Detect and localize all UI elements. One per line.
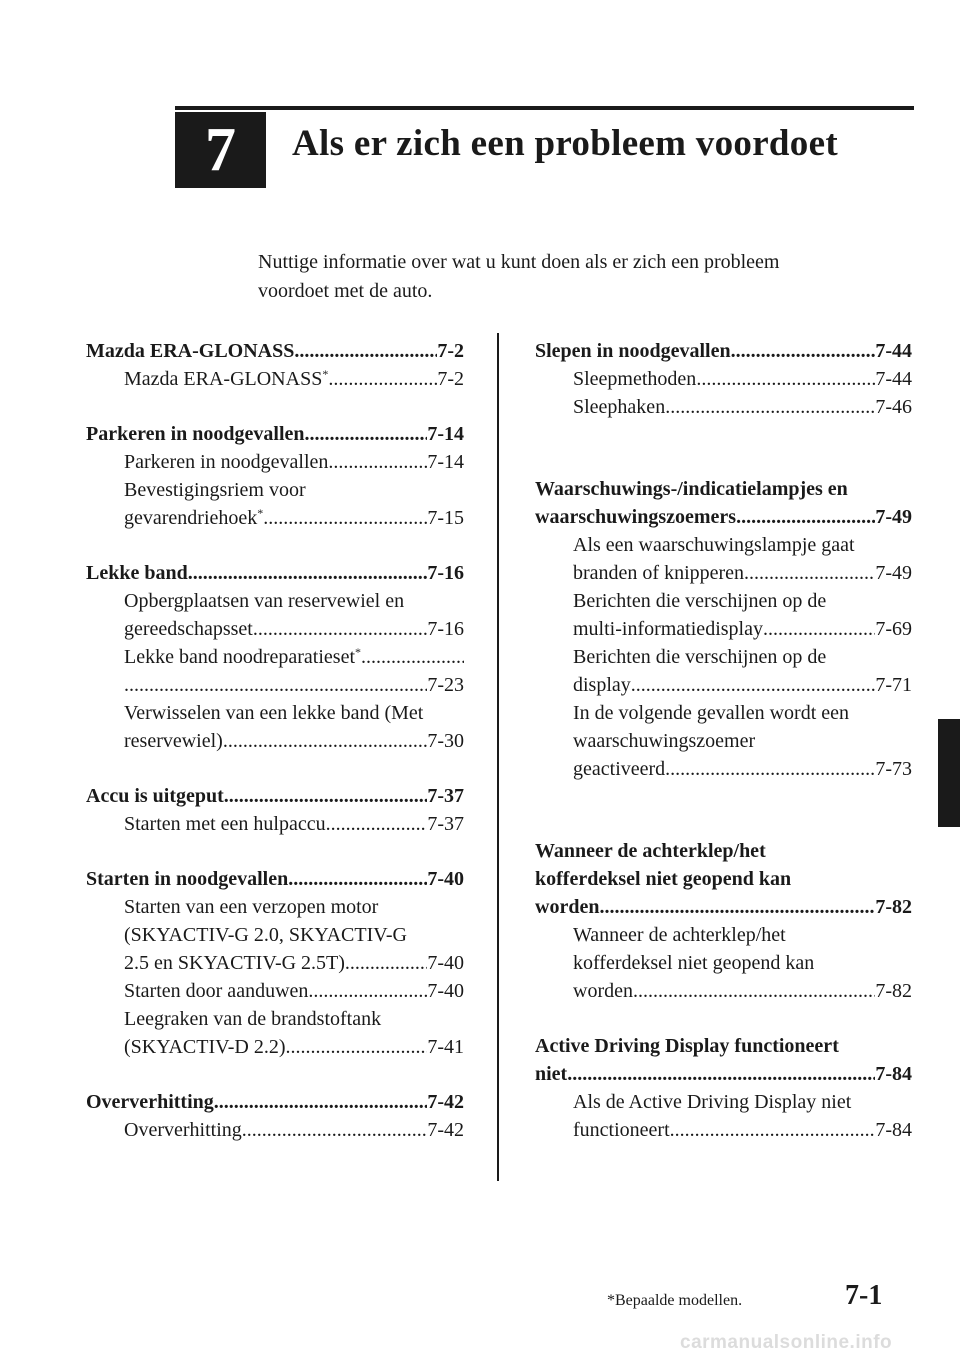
toc-entry-label: (SKYACTIV-G 2.0, SKYACTIV-G (124, 924, 407, 946)
toc-entry-label: branden of knipperen (573, 562, 745, 584)
toc-entry-line[interactable] (86, 476, 464, 504)
toc-heading[interactable] (86, 782, 464, 810)
toc-entry[interactable] (535, 671, 912, 699)
toc-entry-label: waarschuwingszoemer (573, 730, 756, 752)
toc-right-column (535, 337, 912, 1171)
toc-entry-label: Parkeren in noodgevallen (124, 451, 329, 473)
toc-page-number: 7-46 (875, 396, 912, 418)
toc-entry-label: Sleephaken (573, 396, 666, 418)
toc-entry[interactable] (535, 977, 912, 1005)
toc-entry-label: Opbergplaatsen van reservewiel en (124, 590, 405, 612)
toc-entry-label: Oververhitting (124, 1119, 242, 1141)
toc-entry-label: Verwisselen van een lekke band (Met (124, 702, 424, 724)
toc-entry[interactable] (86, 949, 464, 977)
toc-entry-label: Starten van een verzopen motor (124, 896, 379, 918)
toc-section-waarschuwing (535, 475, 912, 783)
chapter-title: Als er zich een probleem voordoet (292, 123, 838, 164)
toc-entry-line[interactable] (86, 643, 464, 671)
toc-entry[interactable] (535, 559, 912, 587)
column-divider (497, 333, 499, 1181)
toc-entry-label: Starten met een hulpaccu (124, 813, 326, 835)
toc-entry-label: Als de Active Driving Display niet (573, 1091, 852, 1113)
toc-page-number: 7-14 (427, 451, 464, 473)
toc-page-number: 7-73 (875, 758, 912, 780)
toc-heading-label: waarschuwingszoemers (535, 506, 737, 528)
toc-section-active-driving-display (535, 1032, 912, 1144)
toc-section-achterklep (535, 837, 912, 1005)
toc-entry-line[interactable] (535, 587, 912, 615)
optional-model-mark: * (355, 645, 362, 659)
toc-entry-label: reservewiel) (124, 730, 223, 752)
toc-entry[interactable] (535, 365, 912, 393)
toc-entry-line[interactable] (86, 699, 464, 727)
toc-heading[interactable] (86, 337, 464, 365)
chapter-number: 7 (205, 115, 236, 184)
toc-entry-label: Berichten die verschijnen op de (573, 646, 827, 668)
toc-heading-label: Mazda ERA-GLONASS (86, 340, 295, 362)
toc-heading[interactable] (86, 420, 464, 448)
toc-entry-label: worden (573, 980, 633, 1002)
toc-page-number: 7-23 (427, 674, 464, 696)
toc-entry[interactable] (86, 727, 464, 755)
toc-page-number: 7-30 (427, 730, 464, 752)
toc-entry-line[interactable] (535, 531, 912, 559)
toc-heading[interactable] (535, 337, 912, 365)
toc-entry-line[interactable] (535, 699, 912, 727)
chapter-number-box (175, 112, 266, 188)
toc-section-oververhitting (86, 1088, 464, 1144)
toc-entry-label: geactiveerd (573, 758, 666, 780)
toc-entry[interactable] (86, 671, 464, 699)
chapter-thumb-tab (938, 719, 960, 827)
toc-page-number: 7-42 (427, 1119, 464, 1141)
toc-heading-line[interactable] (535, 475, 912, 503)
toc-entry[interactable] (86, 1033, 464, 1061)
toc-entry-label: Lekke band noodreparatieset (124, 646, 356, 668)
watermark: carmanualsonline.info (680, 1332, 893, 1353)
toc-entry-label: functioneert (573, 1119, 670, 1141)
toc-entry[interactable] (535, 1116, 912, 1144)
toc-entry-line[interactable] (86, 893, 464, 921)
toc-entry-label: Berichten die verschijnen op de (573, 590, 827, 612)
toc-entry-label: Leegraken van de brandstoftank (124, 1008, 382, 1030)
toc-entry-line[interactable] (535, 921, 912, 949)
toc-section-parkeren (86, 420, 464, 532)
toc-page-number: 7-82 (875, 980, 912, 1002)
toc-heading-label: kofferdeksel niet geopend kan (535, 868, 792, 890)
intro-line: voordoet met de auto. (258, 280, 433, 302)
toc-entry-label: 2.5 en SKYACTIV-G 2.5T) (124, 952, 345, 974)
toc-page-number: 7-84 (875, 1063, 912, 1085)
toc-heading-label: Waarschuwings-/indicatielampjes en (535, 478, 848, 500)
toc-heading[interactable] (535, 503, 912, 531)
toc-heading-label: Lekke band (86, 562, 188, 584)
toc-page-number: 7-16 (427, 618, 464, 640)
toc-page-number: 7-42 (427, 1091, 464, 1113)
page-number: 7-1 (845, 1280, 883, 1311)
optional-model-mark: * (257, 506, 264, 520)
toc-heading-line[interactable] (535, 865, 912, 893)
chapter-top-rule (175, 106, 914, 110)
toc-page-number: 7-49 (875, 562, 912, 584)
toc-entry-line[interactable] (535, 1088, 912, 1116)
toc-entry-line[interactable] (86, 1005, 464, 1033)
toc-section-slepen (535, 337, 912, 421)
toc-entry-line[interactable] (86, 587, 464, 615)
toc-entry-label: display (573, 674, 631, 696)
footnote-models: *Bepaalde modellen. (607, 1292, 743, 1309)
toc-entry-line[interactable] (86, 921, 464, 949)
optional-model-mark: * (322, 367, 329, 381)
toc-heading-label: Oververhitting (86, 1091, 214, 1113)
toc-entry-label: gereedschapsset (124, 618, 253, 640)
toc-page-number: 7-82 (875, 896, 912, 918)
toc-entry-label: Wanneer de achterklep/het (573, 924, 786, 946)
toc-heading-label: Wanneer de achterklep/het (535, 840, 766, 862)
toc-page-number: 7-16 (427, 562, 464, 584)
toc-entry-label: multi-informatiedisplay (573, 618, 763, 640)
toc-section-accu (86, 782, 464, 838)
toc-heading-label: Starten in noodgevallen (86, 868, 289, 890)
toc-entry-label: Bevestigingsriem voor (124, 479, 306, 501)
toc-page-number: 7-69 (875, 618, 912, 640)
toc-heading[interactable] (535, 1060, 912, 1088)
toc-page-number: 7-71 (875, 674, 912, 696)
toc-entry-line[interactable] (535, 643, 912, 671)
toc-entry[interactable] (86, 365, 464, 393)
toc-entry-label: gevarendriehoek (124, 507, 258, 529)
toc-entry[interactable] (86, 504, 464, 532)
toc-entry[interactable] (86, 810, 464, 838)
toc-entry[interactable] (535, 615, 912, 643)
toc-page-number: 7-49 (875, 506, 912, 528)
toc-left-column (86, 337, 464, 1171)
chapter-intro (258, 248, 898, 306)
toc-page-number: 7-44 (875, 368, 912, 390)
toc-heading[interactable] (535, 893, 912, 921)
toc-entry-label: Mazda ERA-GLONASS (124, 368, 323, 390)
toc-entry-line[interactable] (535, 949, 912, 977)
toc-heading-line[interactable] (535, 1032, 912, 1060)
toc-entry[interactable] (86, 1116, 464, 1144)
toc-page-number: 7-40 (427, 868, 464, 890)
toc-section-era-glonass (86, 337, 464, 393)
toc-page-number: 7-15 (427, 507, 464, 529)
toc-entry-label: Sleepmethoden (573, 368, 697, 390)
toc-entry-label: Starten door aanduwen (124, 980, 309, 1002)
toc-page-number: 7-41 (427, 1036, 464, 1058)
toc-entry-line[interactable] (535, 727, 912, 755)
toc-heading[interactable] (86, 559, 464, 587)
toc-page-number: 7-2 (437, 368, 464, 390)
toc-page-number: 7-37 (427, 785, 464, 807)
toc-entry[interactable] (86, 448, 464, 476)
toc-page-number: 7-14 (427, 423, 464, 445)
toc-page-number: 7-2 (437, 340, 464, 362)
toc-page-number: 7-44 (875, 340, 912, 362)
toc-entry[interactable] (535, 393, 912, 421)
toc-entry[interactable] (535, 755, 912, 783)
toc-heading-label: Parkeren in noodgevallen (86, 423, 305, 445)
toc-section-lekke-band (86, 559, 464, 755)
toc-page-number: 7-40 (427, 980, 464, 1002)
toc-entry[interactable] (86, 615, 464, 643)
toc-heading[interactable] (86, 1088, 464, 1116)
toc-heading-label: Slepen in noodgevallen (535, 340, 731, 362)
toc-entry-label: Als een waarschuwingslampje gaat (573, 534, 855, 556)
toc-heading-line[interactable] (535, 837, 912, 865)
toc-heading-label: Accu is uitgeput (86, 785, 224, 807)
toc-page-number: 7-37 (427, 813, 464, 835)
toc-section-starten (86, 865, 464, 1061)
toc-entry-label: kofferdeksel niet geopend kan (573, 952, 815, 974)
toc-heading[interactable] (86, 865, 464, 893)
toc-heading-label: niet (535, 1063, 568, 1085)
toc-entry-label: (SKYACTIV-D 2.2) (124, 1036, 286, 1058)
toc-heading-label: worden (535, 896, 600, 918)
toc-entry[interactable] (86, 977, 464, 1005)
toc-page-number: 7-40 (427, 952, 464, 974)
intro-line: Nuttige informatie over wat u kunt doen als er zich een probleem (258, 251, 780, 273)
toc-heading-label: Active Driving Display functioneert (535, 1035, 839, 1057)
toc-page-number: 7-84 (875, 1119, 912, 1141)
toc-entry-label: In de volgende gevallen wordt een (573, 702, 850, 724)
